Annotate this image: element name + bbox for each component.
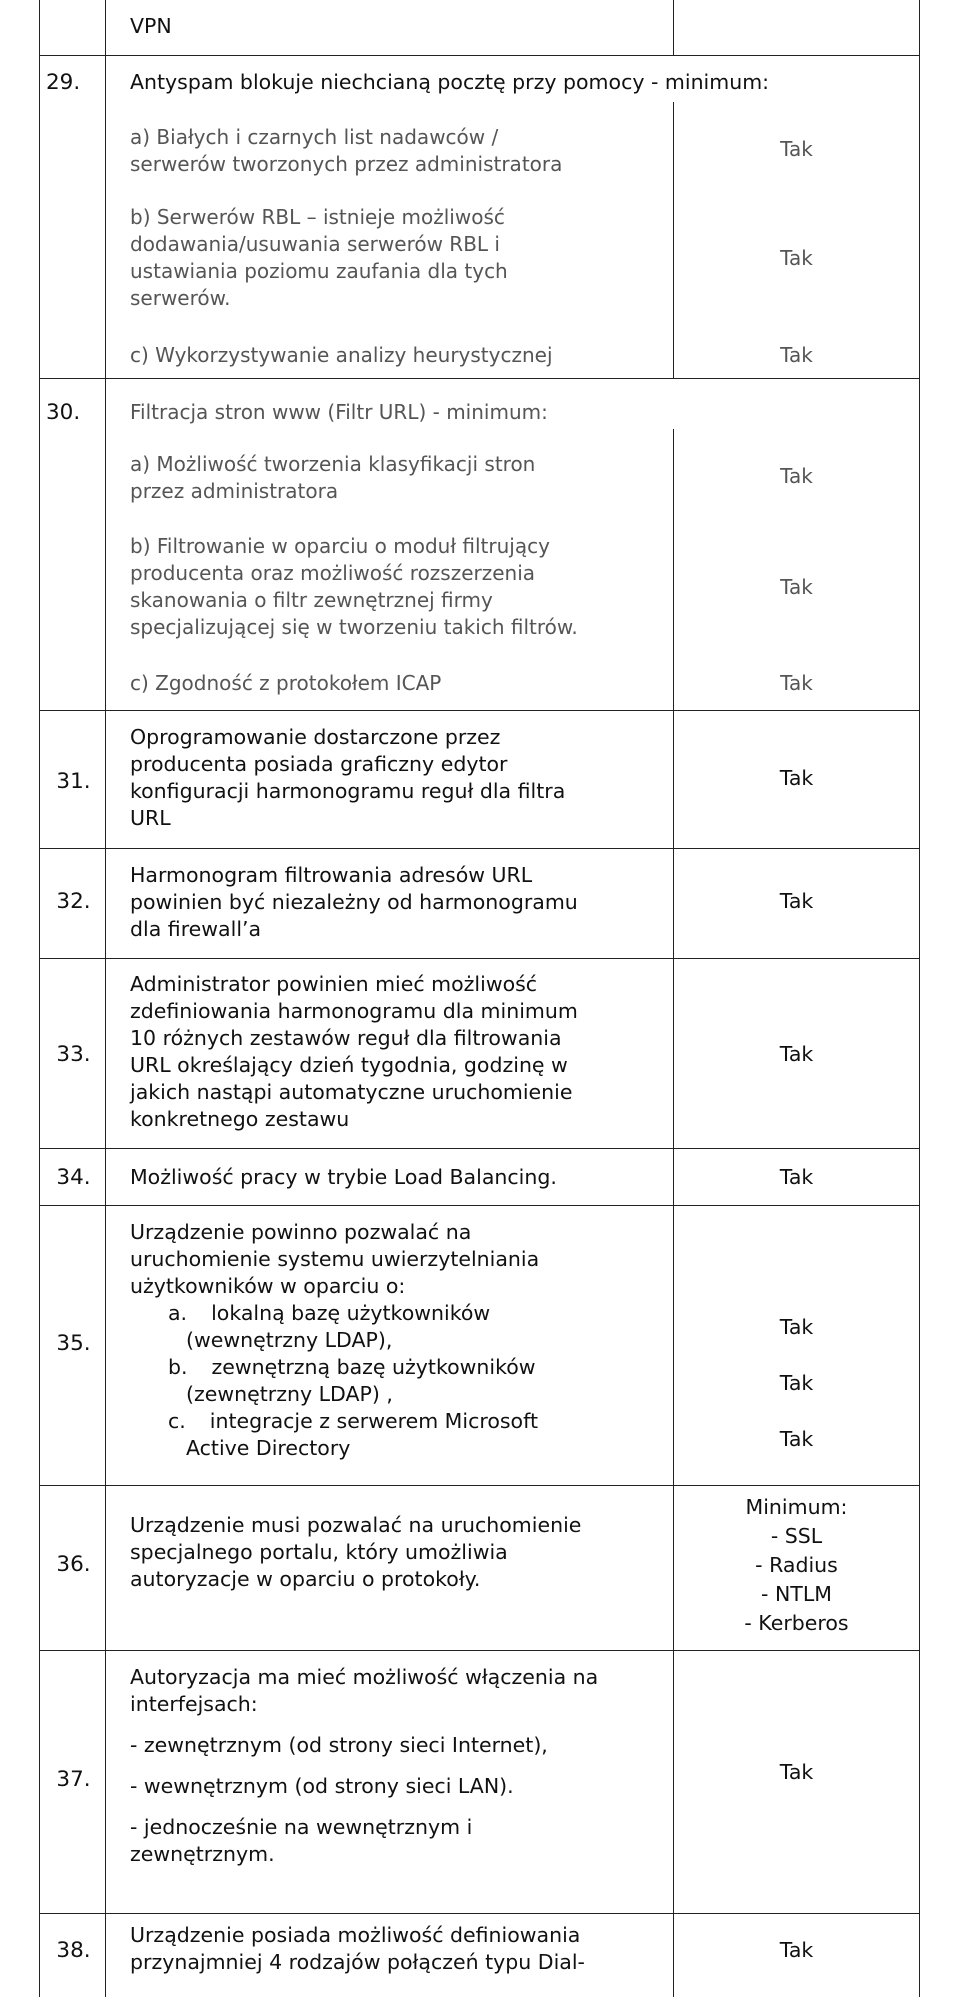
row-divider [39,710,920,711]
list-item-continuation: (wewnętrzny LDAP), [186,1328,393,1352]
list-item: a. lokalną bazę użytkowników [168,1301,491,1325]
answer: Tak [780,343,813,367]
answer: Tak [779,1315,814,1339]
sub-requirement-a: a) Możliwość tworzenia klasyfikacji stron przez administratora [130,452,536,503]
row-number: 33. [56,1042,91,1067]
row-number: 30. [46,400,81,425]
requirement-text: Autoryzacja ma mieć możliwość włączenia na interfejsach: - zewnętrznym (od strony sieci Internet), - wewnętrznym (od strony sieci LAN). - jednocześnie na wewnętrznym i zewnętrznym. [130,1665,599,1866]
row-number: 35. [56,1331,91,1356]
answer: Tak [780,464,813,488]
row-divider [39,1205,920,1206]
sub-requirement-a: a) Białych i czarnych list nadawców / serwerów tworzonych przez administratora [130,125,563,176]
answer: Tak [780,137,813,161]
answer: Tak [780,246,813,270]
requirement-text: Urządzenie powinno pozwalać na uruchomienie systemu uwierzytelniania użytkowników w oparciu o: a. lokalną bazę użytkowników (wewnętrzny LDAP), b. zewnętrzną bazę użytkowników (zewnętrzny LDAP) , c. integracje z serwerem Microsoft Active Directory [130,1220,540,1460]
row-number: 38. [56,1938,91,1963]
answer: Tak [779,889,814,913]
requirement-text: Administrator powinien mieć możliwość zdefiniowania harmonogramu dla minimum 10 różnych zestawów reguł dla filtrowania URL określający dzień tygodnia, godzinę w jakich nastąpi automatyczne uruchomienie konkretnego zestawu [130,972,578,1131]
table-border-right [919,0,920,1997]
answer: Tak [779,1938,814,1962]
requirement-text: Harmonogram filtrowania adresów URL powinien być niezależny od harmonogramu dla firewall’a [130,863,578,941]
table-border-num [105,0,106,1997]
row-divider [39,1148,920,1149]
row-number: 36. [56,1552,91,1577]
table-border-ans [673,0,674,55]
row-number: 31. [56,769,91,794]
list-item-continuation: (zewnętrzny LDAP) , [186,1382,393,1406]
row-divider [39,958,920,959]
requirement-text: Urządzenie posiada możliwość definiowania przynajmniej 4 rodzajów połączeń typu Dial- [130,1923,585,1974]
answer: Tak [779,1042,814,1066]
list-item-continuation: Active Directory [186,1436,351,1460]
answer: Tak [779,1760,814,1784]
list-item: c. integracje z serwerem Microsoft [168,1409,538,1433]
list-item: b. zewnętrzną bazę użytkowników [168,1355,536,1379]
sub-requirement-b: b) Serwerów RBL – istnieje możliwość dodawania/usuwania serwerów RBL i ustawiania poziomu zaufania dla tych serwerów. [130,205,508,310]
row-number: 37. [56,1767,91,1792]
row-number: 29. [46,70,81,95]
row-number: 32. [56,889,91,914]
requirement-text: Oprogramowanie dostarczone przez producenta posiada graficzny edytor konfiguracji harmonogramu reguł dla filtra URL [130,725,566,830]
sub-requirement-b: b) Filtrowanie w oparciu o moduł filtrujący producenta oraz możliwość rozszerzenia skanowania o filtr zewnętrznej firmy specjalizującej się w tworzeniu takich filtrów. [130,534,578,639]
row-number: 34. [56,1165,91,1190]
row-divider [39,55,920,56]
requirement-text: Urządzenie musi pozwalać na uruchomienie specjalnego portalu, który umożliwia autoryzacje w oparciu o protokoły. [130,1513,582,1591]
row-divider [39,378,920,379]
answer: Tak [779,1427,814,1451]
row-divider [39,1913,920,1914]
protocol-list: Minimum: - SSL - Radius - NTLM - Kerberos [744,1495,849,1635]
sub-requirement-c: c) Wykorzystywanie analizy heurystycznej [130,343,553,367]
requirement-title: Antyspam blokuje niechcianą pocztę przy pomocy - minimum: [130,70,770,94]
row-divider [39,848,920,849]
requirement-text: Możliwość pracy w trybie Load Balancing. [130,1165,557,1189]
table-border-left [39,0,40,1997]
answer: Tak [779,766,814,790]
section-label-vpn: VPN [130,14,172,38]
answer: Tak [780,671,813,695]
sub-requirement-c: c) Zgodność z protokołem ICAP [130,671,442,695]
row-divider [39,1485,920,1486]
requirement-title: Filtracja stron www (Filtr URL) - minimum: [130,400,548,424]
answer: Tak [779,1371,814,1395]
row-divider [39,1650,920,1651]
answer: Tak [779,1165,814,1189]
answer: Tak [780,575,813,599]
